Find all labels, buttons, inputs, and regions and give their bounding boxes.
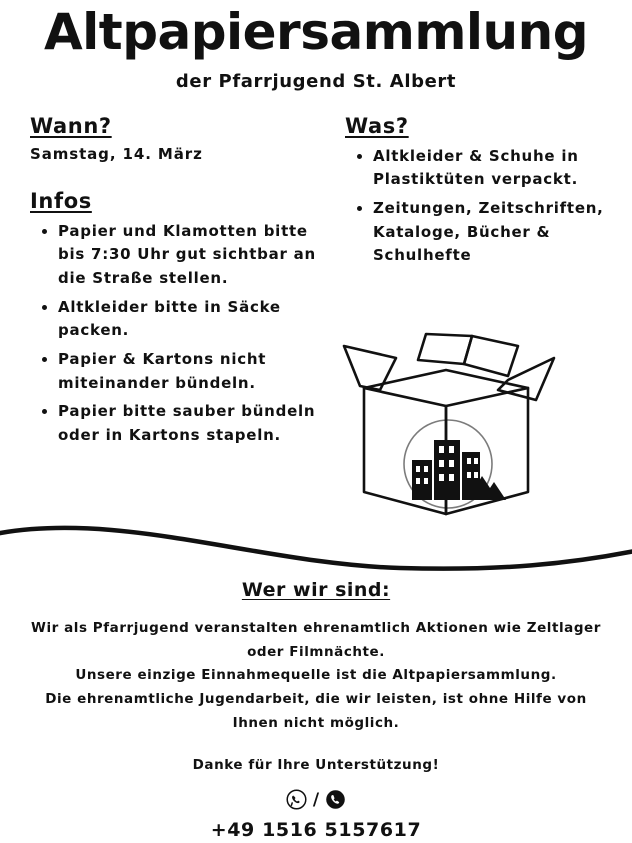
phone-number: +49 1516 5157617 <box>210 819 422 842</box>
contact-icons <box>22 789 610 810</box>
infos-heading: Infos <box>30 188 92 213</box>
when-value: Samstag, 14. März <box>30 144 203 163</box>
cardboard-box-icon <box>322 324 572 524</box>
about-paragraph: Die ehrenamtliche Jugendarbeit, die wir leisten, ist ohne Hilfe von Ihnen nicht möglich. <box>45 690 587 731</box>
about-paragraph: Unsere einzige Einnahmequelle ist die Altpapiersammlung. <box>75 667 557 684</box>
flyer-page <box>0 3 632 843</box>
list-item: Altkleider bitte in Säcke packen. <box>42 296 335 343</box>
what-list <box>345 145 606 268</box>
list-item: Papier bitte sauber bündeln oder in Kartons stapeln. <box>42 400 335 447</box>
list-item: Papier und Klamotten bitte bis 7:30 Uhr gut sichtbar an die Straße stellen. <box>42 220 335 291</box>
about-heading: Wer wir sind: <box>241 579 391 601</box>
infos-list <box>30 220 335 448</box>
when-heading: Wann? <box>30 113 112 138</box>
wave-divider <box>0 506 632 581</box>
page-subtitle: der Pfarrjugend St. Albert <box>175 70 457 92</box>
left-column <box>30 114 335 453</box>
icon-separator: / <box>312 789 320 810</box>
thanks-line: Danke für Ihre Unterstützung! <box>192 757 440 774</box>
about-paragraph: Wir als Pfarrjugend veranstalten ehrenamtlich Aktionen wie Zeltlager oder Filmnächte. <box>31 620 601 660</box>
about-section <box>0 571 632 841</box>
list-item: Zeitungen, Zeitschriften, Kataloge, Bücher & Schulhefte <box>357 197 606 268</box>
list-item: Papier & Kartons nicht miteinander bündeln. <box>42 348 335 395</box>
whatsapp-icon <box>286 789 307 810</box>
page-title: Altpapiersammlung <box>43 3 589 61</box>
list-item: Altkleider & Schuhe in Plastiktüten verpackt. <box>357 145 606 192</box>
what-heading: Was? <box>345 113 409 138</box>
phone-icon <box>325 789 346 810</box>
